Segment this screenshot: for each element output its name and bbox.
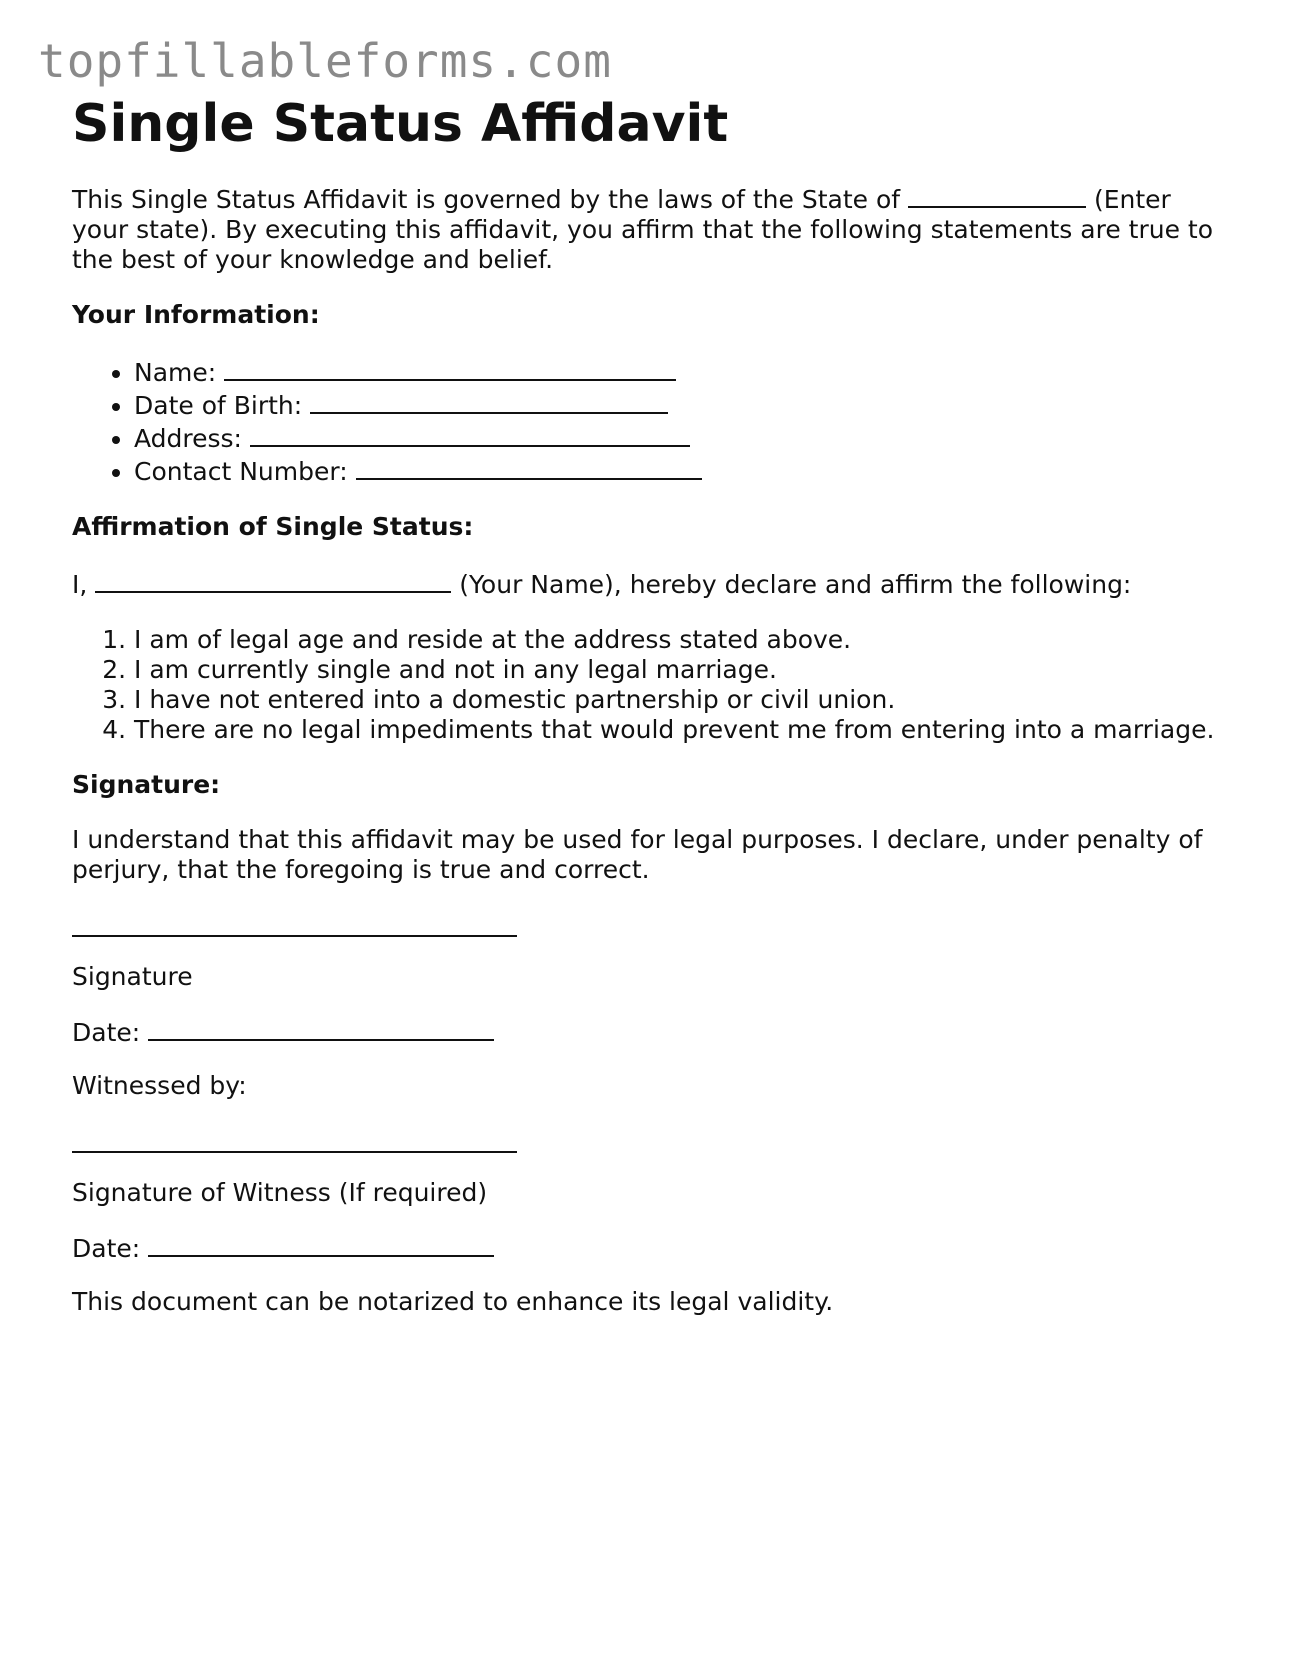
document-title: Single Status Affidavit [72,94,729,154]
site-watermark: topfillableforms.com [38,34,612,88]
field-address-label: Address: [134,424,242,453]
signature-blank-line[interactable] [72,907,517,937]
state-blank-line[interactable] [908,182,1086,208]
affidavit-document [72,92,1232,1317]
signature-date-label: Date: [72,1018,141,1047]
declaration-prefix: I, [72,570,96,599]
signature-label: Signature [72,962,193,991]
field-address [134,421,1232,454]
intro-text-end: (Enter your state). By executing this affidavit, you affirm that the following statements are true to the best of your knowledge and belief. [72,185,1214,274]
your-name-blank-line[interactable] [95,567,451,593]
witness-signature-label: Signature of Witness (If required) [72,1178,488,1207]
witness-date-row [72,1231,1232,1264]
field-contact-number [134,454,1232,487]
declaration-suffix: (Your Name), hereby declare and affirm the following: [451,570,1132,599]
signature-heading: Signature: [72,770,221,799]
witness-date-label: Date: [72,1234,141,1263]
witness-signature-blank-line[interactable] [72,1123,517,1153]
field-dob-label: Date of Birth: [134,391,303,420]
witnessed-by-label: Witnessed by: [72,1071,247,1100]
your-information-list [72,355,1232,487]
affirmation-heading: Affirmation of Single Status: [72,512,474,541]
contact-blank-line[interactable] [356,454,702,480]
field-contact-label: Contact Number: [134,457,348,486]
intro-paragraph [72,182,1232,275]
signature-date-blank-line[interactable] [148,1015,494,1041]
declaration-sentence [72,567,1232,600]
field-name [134,355,1232,388]
affirmation-item: 1. I am of legal age and reside at the address stated above. [134,625,1232,655]
address-blank-line[interactable] [250,421,690,447]
affirmation-item: 4. There are no legal impediments that would prevent me from entering into a marriage. [134,715,1232,745]
name-blank-line[interactable] [224,355,676,381]
signature-statement: I understand that this affidavit may be used for legal purposes. I declare, under penalty of perjury, that the foregoing is true and correct. [72,825,1203,884]
affirmation-item: 2. I am currently single and not in any legal marriage. [134,655,1232,685]
notarize-note: This document can be notarized to enhance its legal validity. [72,1287,834,1316]
field-date-of-birth [134,388,1232,421]
affirmation-list [72,625,1232,745]
signature-date-row [72,1015,1232,1048]
intro-text-start: This Single Status Affidavit is governed by the laws of the State of [72,185,908,214]
affirmation-item: 3. I have not entered into a domestic partnership or civil union. [134,685,1232,715]
witness-date-blank-line[interactable] [148,1231,494,1257]
field-name-label: Name: [134,358,217,387]
dob-blank-line[interactable] [310,388,668,414]
your-information-heading: Your Information: [72,300,320,329]
